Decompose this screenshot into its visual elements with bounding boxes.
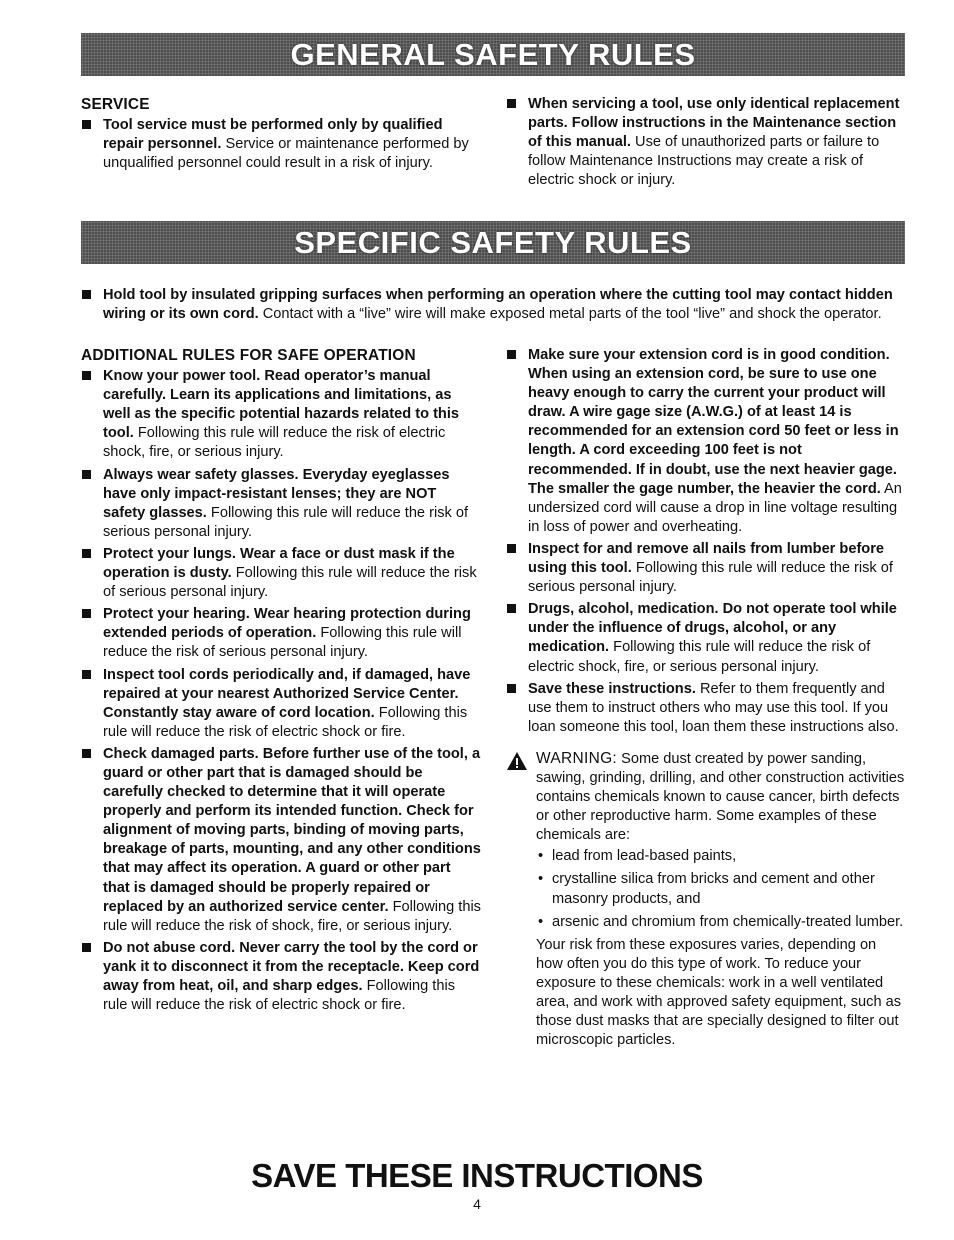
square-bullet-icon (507, 544, 516, 553)
item-text: Following this rule will reduce the risk of serious personal injury. (103, 504, 469, 540)
item-text: An undersized cord will cause a drop in line voltage resulting in loss of power and overheating. (528, 480, 902, 535)
specific-safety-rules-title: SPECIFIC SAFETY RULES (294, 224, 692, 260)
warning-text: Some dust created by power sanding, sawing, grinding, drilling, and other construction activities contains chemicals known to cause cancer, birth defects or other reproductive harm. Some examples of these chemicals are: (536, 750, 905, 844)
warning-closing: Your risk from these exposures varies, depending on how often you do this type of work. To reduce your exposure to these chemicals: work in a well ventilated area, and work with approved safety equipment, such as those dust masks that are specially designed to filter out microscopic particles. (536, 936, 902, 1049)
list-item (506, 95, 906, 190)
item-text: Following this rule will reduce the risk of serious personal injury. (528, 560, 893, 596)
list-item (506, 600, 906, 676)
list-item: • crystalline silica from bricks and cement and other masonry products, and (536, 870, 906, 908)
additional-rules-left-column (81, 346, 481, 1018)
square-bullet-icon (82, 749, 91, 758)
square-bullet-icon (82, 549, 91, 558)
save-instructions-title: SAVE THESE INSTRUCTIONS (251, 1157, 703, 1194)
square-bullet-icon (82, 943, 91, 952)
item-text: Refer to them frequently and use them to instruct others who may use this tool. If you loan someone this tool, loan them these instructions also. (528, 680, 899, 735)
list-item (81, 466, 481, 542)
item-bold-text: Always wear safety glasses. Everyday eyeglasses have only impact-resistant lenses; they are NOT safety glasses. (103, 466, 450, 521)
item-text: Following this rule will reduce the risk of serious personal injury. (103, 565, 477, 601)
item-bold-text: Inspect for and remove all nails from lumber before using this tool. (528, 540, 885, 577)
square-bullet-icon (507, 350, 516, 359)
item-text: Following this rule will reduce the risk of serious personal injury. (103, 625, 462, 661)
item-text: Following this rule will reduce the risk of electric shock, fire, or serious personal injury. (528, 639, 871, 675)
item-bold-text: Inspect tool cords periodically and, if damaged, have repaired at your nearest Authorized Service Center. Constantly stay aware of cord location. (103, 666, 471, 721)
square-bullet-icon (507, 99, 516, 108)
list-item (81, 116, 481, 173)
specific-safety-rules-banner (81, 221, 905, 264)
square-bullet-icon (507, 604, 516, 613)
list-item (506, 346, 906, 537)
item-text: Following this rule will reduce the risk of electric shock or fire. (103, 704, 468, 740)
item-text: Service or maintenance performed by unqualified personnel could result in a risk of injury. (103, 136, 469, 172)
list-item: • arsenic and chromium from chemically-treated lumber. (536, 913, 906, 932)
list-item (81, 666, 481, 742)
list-item (81, 939, 481, 1015)
list-item (81, 545, 481, 602)
item-bold-text: When servicing a tool, use only identical replacement parts. Follow instructions in the Maintenance section of this manual. (528, 96, 900, 151)
page-number: 4 (473, 1196, 481, 1212)
chemical-list (536, 847, 906, 931)
item-bold-text: Protect your lungs. Wear a face or dust mask if the operation is dusty. (103, 545, 455, 582)
item-text: Contact with a “live” wire will make exposed metal parts of the tool “live” and shock the operator. (258, 306, 882, 323)
item-text: Following this rule will reduce the risk of electric shock, fire, or serious injury. (103, 425, 446, 461)
warning-paragraph (536, 749, 906, 845)
item-bold-text: Drugs, alcohol, medication. Do not operate tool while under the influence of drugs, alcohol, or any medication. (528, 601, 897, 656)
item-bold-text: Make sure your extension cord is in good condition. When using an extension cord, be sure to use one heavy enough to carry the current your product will draw. A wire gage size (A.W.G.) of at least 14 is recommended for an extension cord 50 feet or less in length. A cord exceeding 100 feet is not recommended. If in doubt, use the next heavier gage. The smaller the gage number, the heavier the cord. (528, 347, 899, 497)
service-column (81, 95, 481, 176)
list-item (506, 680, 906, 737)
item-bold-text: Do not abuse cord. Never carry the tool by the cord or yank it to disconnect it from the receptacle. Keep cord away from heat, oil, and sharp edges. (103, 939, 480, 994)
item-bold-text: Know your power tool. Read operator’s manual carefully. Learn its applications and limitations, as well as the specific potential hazards related to this tool. (103, 368, 460, 442)
warning-block (506, 749, 906, 1050)
warning-label: WARNING: (536, 749, 618, 767)
list-item (81, 745, 481, 936)
list-item: • lead from lead-based paints, (536, 847, 906, 866)
list-item (81, 286, 907, 324)
item-bold-text: Hold tool by insulated gripping surfaces when performing an operation where the cutting tool may contact hidden wiring or its own cord. (103, 287, 893, 323)
item-text: Following this rule will reduce the risk of shock, fire, or serious injury. (103, 898, 481, 934)
intro-paragraph (81, 286, 907, 327)
square-bullet-icon (82, 609, 91, 618)
item-bold-text: Save these instructions. (528, 680, 696, 697)
general-safety-rules-banner (81, 33, 905, 76)
square-bullet-icon (507, 684, 516, 693)
general-safety-rules-title: GENERAL SAFETY RULES (290, 36, 696, 72)
item-text: Use of unauthorized parts or failure to follow Maintenance Instructions may create a risk of electric shock or injury. (528, 134, 880, 189)
item-bold-text: Protect your hearing. Wear hearing protection during extended periods of operation. (103, 606, 471, 642)
additional-rules-heading: ADDITIONAL RULES FOR SAFE OPERATION (81, 347, 416, 364)
service-heading: SERVICE (81, 96, 150, 113)
item-bold-text: Tool service must be performed only by qualified repair personnel. (103, 117, 443, 153)
additional-rules-right-column (506, 346, 906, 1050)
list-item (81, 605, 481, 662)
item-bold-text: Check damaged parts. Before further use of the tool, a guard or other part that is damaged should be carefully checked to determine that it will operate properly and perform its intended function. Check for alignment of moving parts, binding of moving parts, breakage of parts, mounting, and any other conditions that may affect its operation. A guard or other part that is damaged should be properly repaired or replaced by an authorized service center. (103, 745, 481, 915)
square-bullet-icon (82, 120, 91, 129)
square-bullet-icon (82, 670, 91, 679)
list-item (506, 540, 906, 597)
square-bullet-icon (82, 290, 91, 299)
list-item (81, 367, 481, 462)
square-bullet-icon (82, 470, 91, 479)
service-column-right (506, 95, 906, 193)
warning-triangle-icon (506, 751, 528, 771)
item-text: Following this rule will reduce the risk of electric shock or fire. (103, 978, 455, 1014)
square-bullet-icon (82, 371, 91, 380)
